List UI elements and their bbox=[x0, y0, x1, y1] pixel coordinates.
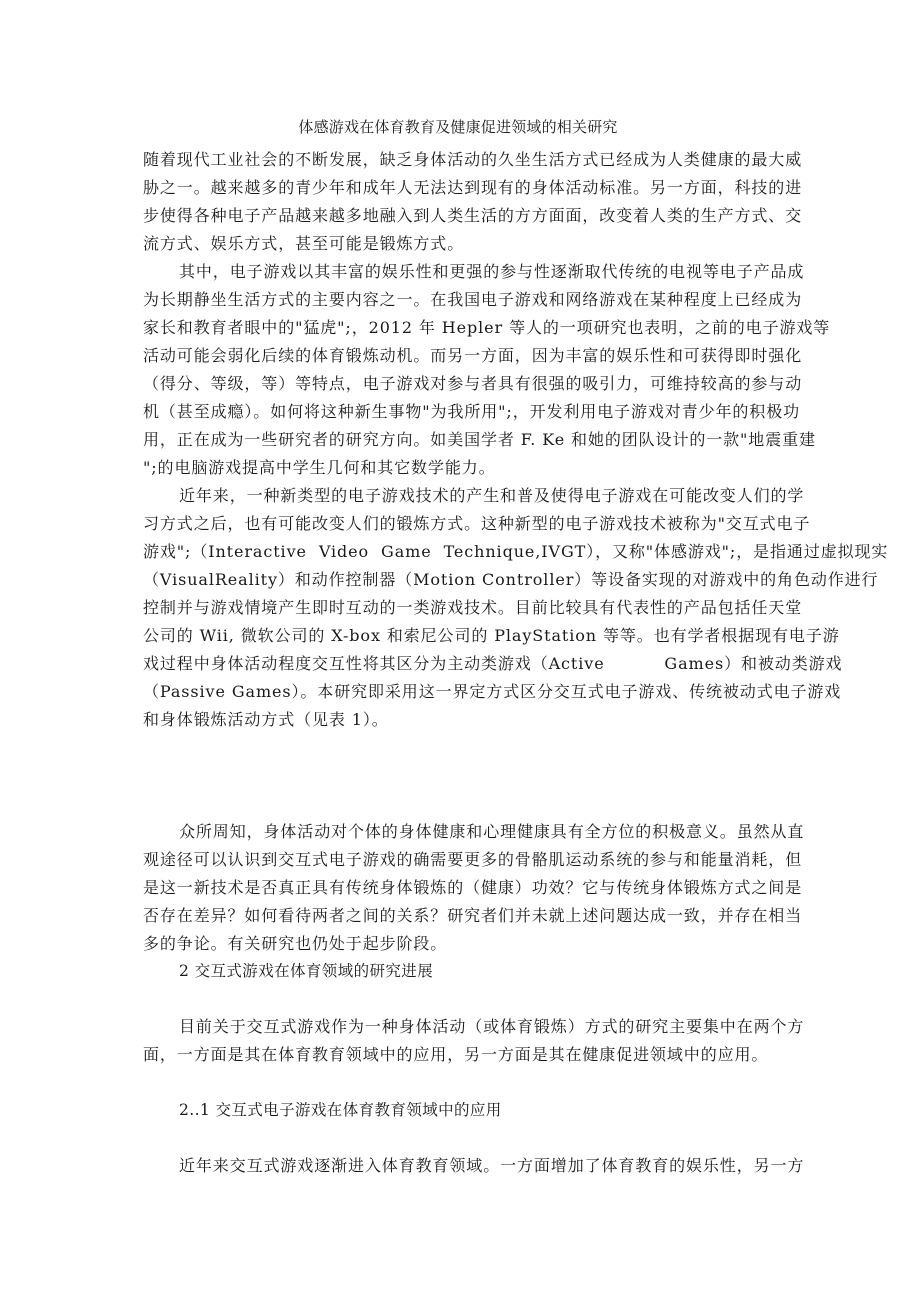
document-title: 体感游戏在体育教育及健康促进领域的相关研究 bbox=[298, 118, 618, 136]
text-line: 胁之一。越来越多的青少年和成年人无法达到现有的身体活动标准。另一方面，科技的进 bbox=[143, 178, 803, 197]
text-line: 公司的 Wii, 微软公司的 X-box 和索尼公司的 PlayStation 等等。也有学者根据现有电子游 bbox=[143, 626, 840, 645]
text-line: 观途径可以认识到交互式电子游戏的确需要更多的骨骼肌运动系统的参与和能量消耗，但 bbox=[143, 850, 803, 869]
text-line: 为长期静坐生活方式的主要内容之一。在我国电子游戏和网络游戏在某种程度上已经成为 bbox=[143, 290, 803, 309]
text-line: 和身体锻炼活动方式（见表 1）。 bbox=[143, 710, 389, 729]
paragraph-section-2-1 bbox=[143, 1152, 805, 1180]
text-line: ";的电脑游戏提高中学生几何和其它数学能力。 bbox=[143, 458, 496, 477]
text-line: （得分、等级，等）等特点，电子游戏对参与者具有很强的吸引力，可维持较高的参与动 bbox=[143, 374, 803, 393]
text-line: （VisualReality）和动作控制器（Motion Controller）等设备实现的对游戏中的角色动作进行 bbox=[143, 570, 879, 589]
text-line: 用，正在成为一些研究者的研究方向。如美国学者 F. Ke 和她的团队设计的一款"地震重建 bbox=[143, 430, 816, 449]
text-line: 众所周知，身体活动对个体的身体健康和心理健康具有全方位的积极意义。虽然从直 bbox=[179, 822, 805, 841]
text-line: 近年来交互式游戏逐渐进入体育教育领域。一方面增加了体育教育的娱乐性，另一方 bbox=[179, 1156, 805, 1175]
section-2-1-heading: 2..1 交互式电子游戏在体育教育领域中的应用 bbox=[179, 1101, 502, 1119]
text-line: 目前关于交互式游戏作为一种身体活动（或体育锻炼）方式的研究主要集中在两个方 bbox=[179, 1017, 805, 1036]
text-line: 游戏";（Interactive Video Game Technique,IVGT），又称"体感游戏";，是指通过虚拟现实 bbox=[143, 542, 889, 561]
text-line: 步使得各种电子产品越来越多地融入到人类生活的方方面面，改变着人类的生产方式、交 bbox=[143, 206, 803, 225]
paragraph-video-games bbox=[143, 258, 831, 482]
text-line: 戏过程中身体活动程度交互性将其区分为主动类游戏（Active Games）和被动类游戏 bbox=[143, 654, 843, 673]
text-line: 家长和教育者眼中的"猛虎";，2012 年 Hepler 等人的一项研究也表明，之前的电子游戏等 bbox=[143, 318, 831, 337]
paragraph-section-2 bbox=[143, 1013, 805, 1069]
paragraph-health bbox=[143, 818, 805, 958]
text-line: 习方式之后，也有可能改变人们的锻炼方式。这种新型的电子游戏技术被称为"交互式电子 bbox=[143, 514, 811, 533]
text-line: 控制并与游戏情境产生即时互动的一类游戏技术。目前比较具有代表性的产品包括任天堂 bbox=[143, 598, 803, 617]
paragraph-intro bbox=[143, 146, 803, 258]
text-line: 多的争论。有关研究也仍处于起步阶段。 bbox=[143, 934, 448, 953]
paragraph-ivgt bbox=[143, 482, 889, 734]
text-line: 随着现代工业社会的不断发展，缺乏身体活动的久坐生活方式已经成为人类健康的最大威 bbox=[143, 150, 803, 169]
text-line: 近年来，一种新类型的电子游戏技术的产生和普及使得电子游戏在可能改变人们的学 bbox=[179, 486, 805, 505]
text-line: 是这一新技术是否真正具有传统身体锻炼的（健康）功效？它与传统身体锻炼方式之间是 bbox=[143, 878, 803, 897]
text-line: 活动可能会弱化后续的体育锻炼动机。而另一方面，因为丰富的娱乐性和可获得即时强化 bbox=[143, 346, 803, 365]
text-line: （Passive Games）。本研究即采用这一界定方式区分交互式电子游戏、传统被动式电子游戏 bbox=[143, 682, 842, 701]
text-line: 机（甚至成瘾）。如何将这种新生事物"为我所用";，开发利用电子游戏对青少年的积极功 bbox=[143, 402, 801, 421]
text-line: 否存在差异？如何看待两者之间的关系？研究者们并未就上述问题达成一致，并存在相当 bbox=[143, 906, 803, 925]
text-line: 面，一方面是其在体育教育领域中的应用，另一方面是其在健康促进领域中的应用。 bbox=[143, 1045, 769, 1064]
text-line: 流方式、娱乐方式，甚至可能是锻炼方式。 bbox=[143, 234, 465, 253]
section-2-heading: 2 交互式游戏在体育领域的研究进展 bbox=[179, 962, 434, 980]
text-line: 其中，电子游戏以其丰富的娱乐性和更强的参与性逐渐取代传统的电视等电子产品成 bbox=[179, 262, 805, 281]
